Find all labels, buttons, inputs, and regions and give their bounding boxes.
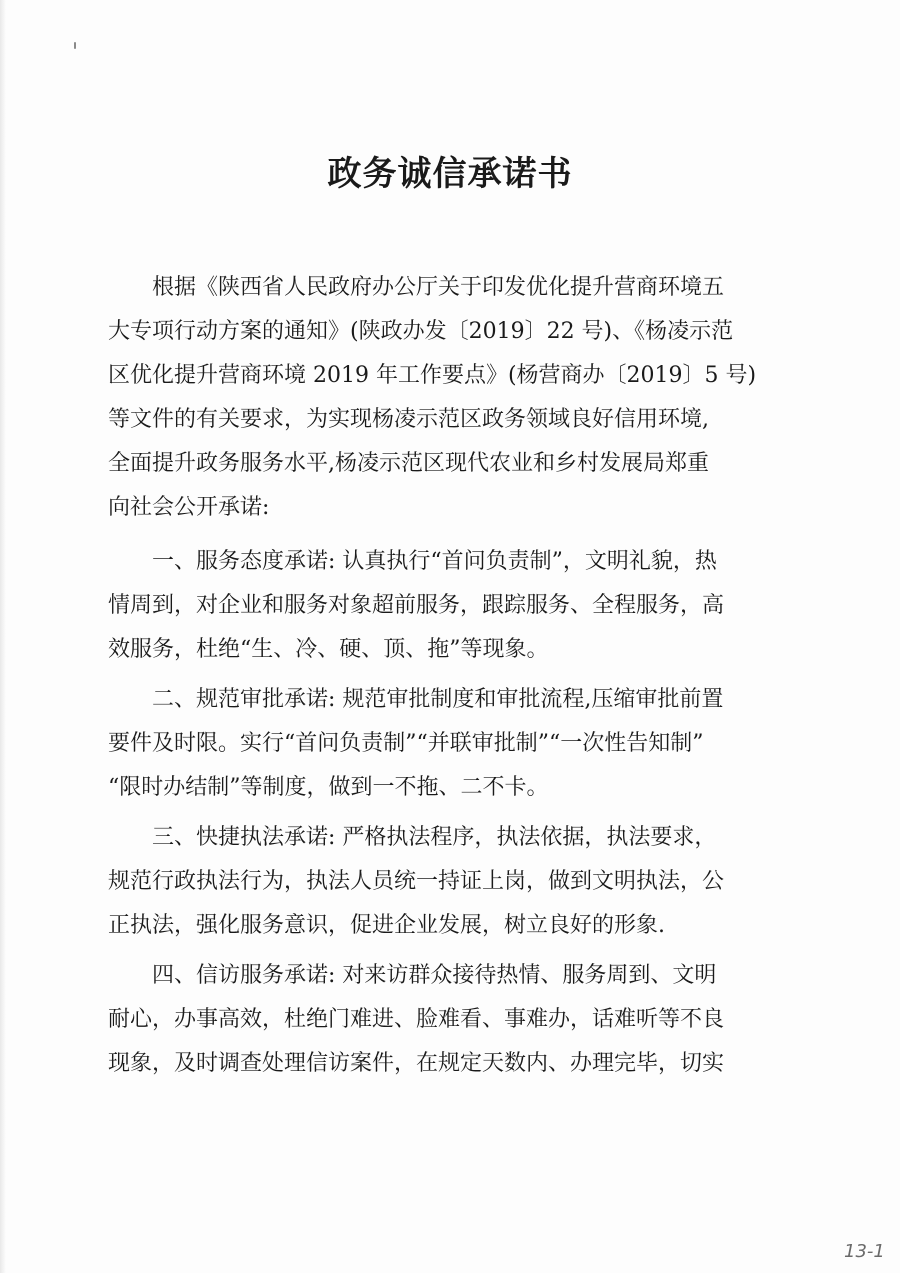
paragraph-line: 根据《陕西省人民政府办公厅关于印发优化提升营商环境五	[108, 275, 725, 300]
paragraph-line: 全面提升政务服务水平,杨凌示范区现代农业和乡村发展局郑重	[108, 451, 709, 476]
paragraph-line: 正执法，强化服务意识，促进企业发展，树立良好的形象.	[108, 913, 665, 938]
paragraph-line: 规范行政执法行为，执法人员统一持证上岗，做到文明执法，公	[108, 869, 725, 894]
paragraph-line: 大专项行动方案的通知》(陕政办发〔2019〕22 号)、《杨凌示范	[108, 319, 734, 344]
paragraph-line: 等文件的有关要求，为实现杨凌示范区政务领域良好信用环境,	[108, 407, 709, 432]
paragraph-intro	[108, 266, 788, 530]
paragraph-petition	[108, 954, 788, 1086]
paragraph-line: 要件及时限。实行“首问负责制”“并联审批制”“一次性告知制”	[108, 731, 704, 756]
paragraph-approval	[108, 678, 788, 810]
handwritten-page-number: 13-1	[844, 1241, 885, 1262]
paragraph-law-enforcement	[108, 816, 788, 948]
paragraph-line: 二、规范审批承诺: 规范审批制度和审批流程,压缩审批前置	[108, 687, 724, 712]
paragraph-line: 耐心，办事高效，杜绝门难进、脸难看、事难办，话难听等不良	[108, 1007, 725, 1032]
paragraph-line: “限时办结制”等制度，做到一不拖、二不卡。	[108, 775, 549, 800]
document-title: 政务诚信承诺书	[327, 154, 573, 194]
paragraph-line: 向社会公开承诺:	[108, 495, 270, 520]
paragraph-line: 区优化提升营商环境 2019 年工作要点》(杨营商办〔2019〕5 号)	[108, 363, 757, 388]
paragraph-line: 一、服务态度承诺: 认真执行“首问负责制”，文明礼貌，热	[108, 549, 717, 574]
paragraph-line: 三、快捷执法承诺: 严格执法程序，执法依据，执法要求，	[108, 825, 717, 850]
paragraph-line: 情周到，对企业和服务对象超前服务，跟踪服务、全程服务，高	[108, 593, 725, 618]
paragraph-line: 现象，及时调查处理信访案件，在规定天数内、办理完毕，切实	[108, 1051, 725, 1076]
paragraph-line: 效服务，杜绝“生、冷、硬、顶、拖”等现象。	[108, 637, 549, 662]
scan-speck	[74, 42, 76, 49]
paragraph-line: 四、信访服务承诺: 对来访群众接待热情、服务周到、文明	[108, 963, 717, 988]
paragraph-service-attitude	[108, 540, 788, 672]
